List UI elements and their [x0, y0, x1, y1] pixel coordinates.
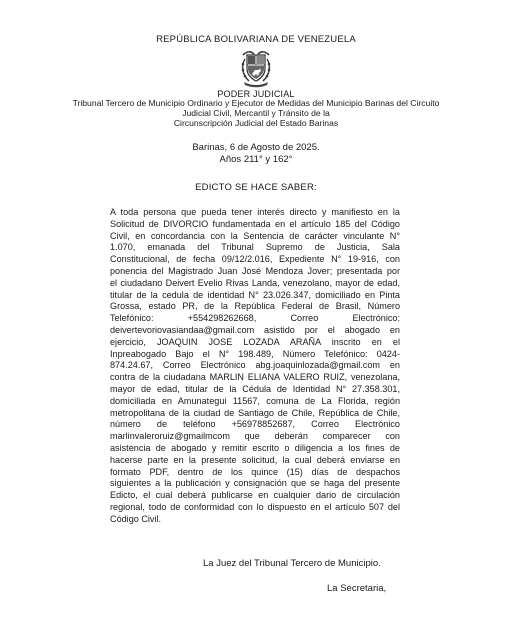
body-line: 874.24.67, Correo Electrónico abg.joaquinlozada@gmail.com en — [110, 360, 400, 371]
body-line: 1.070, emanada del Tribunal Supremo de Justicia, Sala — [110, 242, 400, 253]
body-line: Inpreabogado Bajo el N° 198.489, Número Telefónico: 0424- — [110, 348, 400, 359]
body-line: Solicitud de DIVORCIO fundamentada en el artículo 185 del Código — [110, 218, 400, 229]
body-line: contra de la ciudadana MARLIN ELIANA VALERO RUIZ, venezolana, — [110, 372, 400, 383]
court-line: Judicial Civil, Mercantil y Tránsito de la — [182, 108, 330, 118]
body-line: Edicto, el cual deberá publicarse en cualquier dario de circulación — [110, 490, 400, 501]
edict-title: EDICTO SE HACE SABER: — [195, 182, 317, 193]
body-line: regional, todo de conformidad con lo dispuesto en el artículo 507 del — [110, 501, 400, 512]
republic-heading: REPÚBLICA BOLIVARIANA DE VENEZUELA — [156, 34, 356, 45]
body-line: hacerse parte en la presente solicitud, la cual deberá enviarse en — [110, 454, 400, 465]
body-line: domiciliada en Amunategui 11567, comuna de La Florida, región — [110, 395, 400, 406]
body-line: mayor de edad, titular de la Cédula de Identidad N° 27.358.301, — [110, 383, 400, 394]
body-line: marlinvaleroruiz@gmailmcom que deberán comparecer con — [110, 431, 400, 442]
body-line: Constitucional, de fecha 09/12/2.016, Expediente N° 19-916, con — [110, 254, 400, 265]
body-line: Código Civil. — [110, 513, 162, 524]
edict-body — [110, 207, 400, 526]
court-line: Tribunal Tercero de Municipio Ordinario y Ejecutor de Medidas del Municipio Barinas del Circuito — [72, 98, 440, 108]
body-line: A toda persona que pueda tener interés directo y manifiesto en la — [110, 207, 400, 217]
body-line: Telefónico: +554298262668, Correo Electrónico: — [110, 313, 400, 324]
date-block — [0, 142, 512, 166]
body-line: Civil, en concordancia con la Sentencia de carácter vinculante N° — [110, 230, 400, 241]
branch-heading: PODER JUDICIAL — [217, 89, 295, 99]
secretary-signature: La Secretaria, — [327, 583, 387, 594]
court-line: Circunscripción Judicial del Estado Barinas — [173, 118, 339, 128]
body-line: siguientes a la publicación y consignación que se haga del presente — [110, 478, 400, 489]
years-line: Años 211° y 162° — [219, 154, 293, 165]
body-line: titular de la cedula de identidad N° 23.026.347, domiciliado en Pinta — [110, 289, 400, 300]
body-line: asistencia de abogado y remitir escrito o diligencia a los fines de — [110, 442, 400, 453]
judge-signature: La Juez del Tribunal Tercero de Municipio. — [203, 558, 381, 569]
body-line: Grossa, estado PR, de la República Federal de Brasil, Número — [110, 301, 400, 312]
body-line: el ciudadano Deivert Evelio Rivas Landa, venezolano, mayor de edad, — [110, 277, 400, 288]
body-line: ponencia del Magistrado Juan José Mendoza Jover; presentada por — [110, 265, 400, 276]
court-heading — [40, 98, 472, 128]
body-line: número de teléfono +56978852687, Correo Electrónico — [110, 419, 400, 430]
body-line: metropolitana de la ciudad de Santiago de Chile, República de Chile, — [110, 407, 400, 418]
body-line: deivertevoriovasiandaa@gmail.com asistido por el abogado en — [110, 324, 400, 335]
body-line: ejercicio, JOAQUIN JOSE LOZADA ARAÑA inscrito en el — [110, 336, 400, 347]
body-line: formato PDF, dentro de los quince (15) días de despachos — [110, 466, 400, 477]
date-line: Barinas, 6 de Agosto de 2025. — [192, 142, 320, 153]
coat-of-arms-icon — [233, 49, 279, 89]
